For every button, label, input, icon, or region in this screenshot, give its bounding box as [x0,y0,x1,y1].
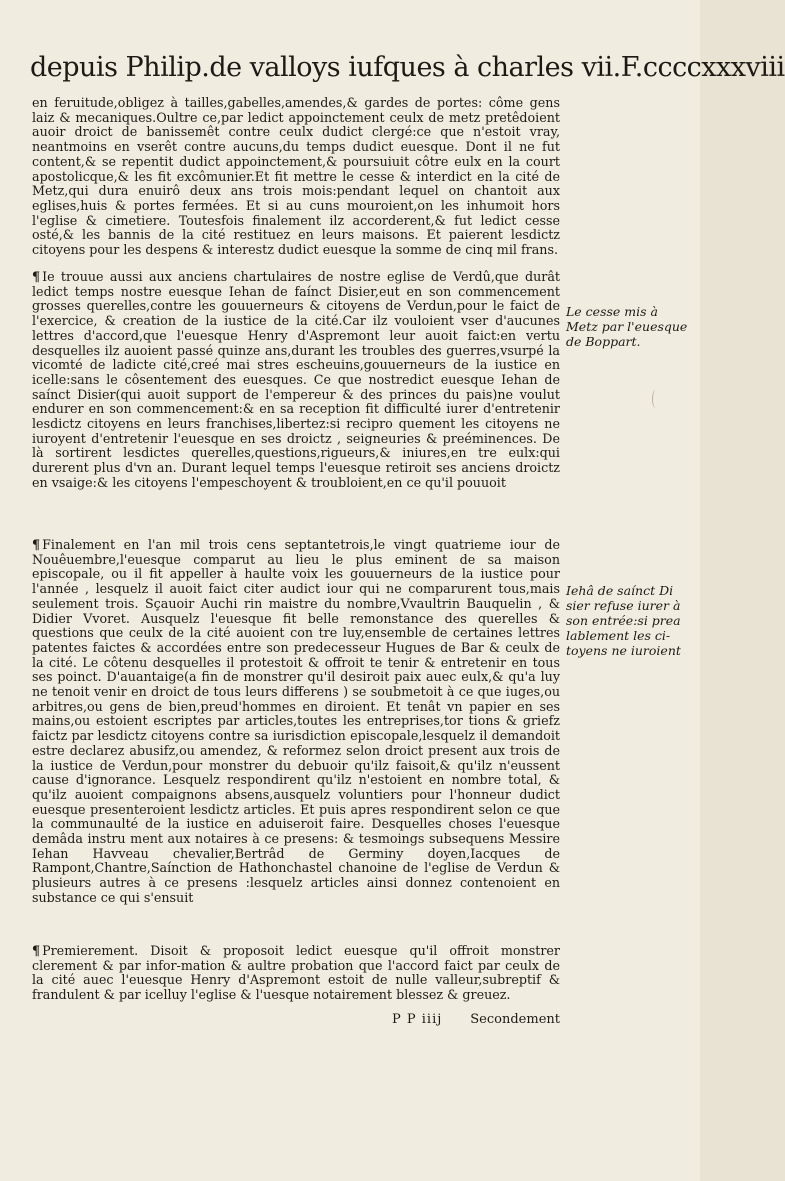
signature-mark: P P iiij [392,1012,443,1027]
margin-note-2: Iehâ de saínct Di sier refuse iurer à son entrée:si prea lablement les ci-toyens ne iuroient [566,583,681,658]
pilcrow-icon: ¶ [32,537,41,552]
paragraph-4 [32,944,560,1003]
pilcrow-icon: ¶ [32,269,41,284]
paragraph-3-text: Finalement en l'an mil trois cens septantetrois,le vingt quatrieme iour de Nouêuembre,l'euesque comparut au lieu le plus eminent de sa maison episcopale, ou il fit appeller à haulte voix les gouuerneurs de la iustice pour l'année , lesquelz il auoit faict citer audict iour qui ne comparurent tous,mais seulement trois. Sçauoir Auchi rin maistre du nombre,Vvaultrin Bauquelin , & Didier Vvoret. Ausquelz l'euesque fit belle remonstance des querelles & questions que ceulx de la cité auoient con tre luy,ensemble de certaines lettres patentes faictes & accordées entre son predecesseur Hugues de Bar & ceulx de la cité. Le côtenu desquelles il protestoit & offroit te tenir & entretenir en tous ses poinct. D'auantaige(a fin de monstrer qu'il desiroit paix auec eulx,& qu'a luy ne tenoit venir en droict de tous leurs differens ) se soubmetoit à ce que iuges,ou arbitres,ou gens de bien,preud'hommes en diroient. Et tenât vn papier en ses mains,ou estoient escriptes par articles,toutes les entreprises,tor tions & griefz faictz par lesdictz citoyens contre sa iurisdiction episcopale,lesquelz il demandoit estre declarez abusifz,ou amendez, & reformez selon droict present aux trois de la iustice de Verdun,pour monstrer du debuoir qu'ilz faisoit,& qu'ilz n'eussent cause d'ignorance. Lesquelz respondirent qu'ilz n'estoient en nombre total, & qu'ilz auoient compaignons absens,ausquelz voluntiers pour l'honneur dudict euesque presenteroient lesdictz articles. Et puis apres respondirent selon ce que la communaulté de la iustice en aduiseroit faire. Desquelles choses l'euesque demâda instru ment aux notaires à ce presens: & tesmoings subsequens Messire Iehan Havveau chevalier,Bertrâd de Germiny doyen,Iacques de Rampont,Chantre,Saínction de Hathonchastel chanoine de l'eglise de Verdun & plusieurs autres à ce presens :lesquelz articles ainsi donnez contenoient en substance ce qui s'ensuit [32,537,560,905]
paragraph-2-text: Ie trouue aussi aux anciens chartulaires de nostre eglise de Verdû,que durât ledict temps nostre euesque Iehan de faínct Disier,eut en son commencement grosses querelles,contre les gouuerneurs & citoyens de Verdun,pour le faict de l'exercice, & creation de la iustice de la cité.Car ilz vouloient vser d'aucunes lettres d'accord,que l'euesque Henry d'Aspremont leur auoit faict:en vertu desquelles ilz auoient passé quinze ans,durant les troubles des guerres,vsurpé la vicomté de ladicte cité,creé mai stres escheuins,gouuerneurs de la iustice en icelle:sans le côsentement des euesques. Ce que nostredict euesque Iehan de saínct Disier(qui auoit support de l'empereur & des princes du pais)ne voulut endurer en son commencement:& en sa reception fit difficulté iurer d'entretenir lesdictz citoyens en leurs franchises,libertez:si recipro quement les citoyens ne iuroyent d'entretenir l'euesque en ses droictz , seigneuries & preéminences. De là sortirent lesdictes querelles,questions,rigueurs,& iniures,en tre eulx:qui durerent plus d'vn an. Durant lequel temps l'euesque retiroit ses anciens droictz en vsaige:& les citoyens l'empeschoyent & troubloient,en ce qu'il pouuoit [32,269,560,490]
paragraph-1 [32,96,560,258]
margin-note-1: Le cesse mis à Metz par l'euesque de Boppart. [566,304,688,349]
paper-mark [652,390,659,408]
page-footer [32,1012,560,1032]
paragraph-2 [32,270,560,491]
paragraph-4-text: Premierement. Disoit & proposoit ledict euesque qu'il offroit monstrer clerement & par infor-mation & aultre probation que l'accord faict par ceulx de la cité auec l'euesque Henry d'Aspremont estoit de nulle valleur,subreptif & frandulent & par icelluy l'eglise & l'uesque notairement blessez & greuez. [32,943,560,1003]
pilcrow-icon: ¶ [32,943,41,958]
catchword: Secondement [470,1012,560,1027]
paragraph-1-text: en feruitude,obligez à tailles,gabelles,amendes,& gardes de portes: côme gens laiz & mecaniques.Oultre ce,par ledict appoinctement ceulx de metz pretêdoient auoir droict de banissemêt contre ceulx dudict clergé:ce que n'estoit vray, neantmoins en vserêt contre aucuns,du temps dudict euesque. Dont il ne fut content,& se repentit dudict appoinctement,& poursuiuit côtre eulx en la court apostolicque,& les fit excômunier.Et fit mettre le cesse & interdict en la cité de Metz,qui dura enuirô deux ans trois mois:pendant lequel on chantoit aux eglises,huis & portes fermées. Et si au cuns mouroient,on les inhumoit hors l'eglise & cimetiere. Toutesfois finalement ilz accorderent,& fut ledict cesse osté,& les bannis de la cité restituez en leurs maisons. Et paierent lesdictz citoyens pour les despens & interestz dudict euesque la somme de cinq mil frans. [32,95,560,258]
running-head: depuis Philip.de valloys iufques à charles vii.F.ccccxxxviii [30,52,785,83]
paragraph-3 [32,538,560,906]
